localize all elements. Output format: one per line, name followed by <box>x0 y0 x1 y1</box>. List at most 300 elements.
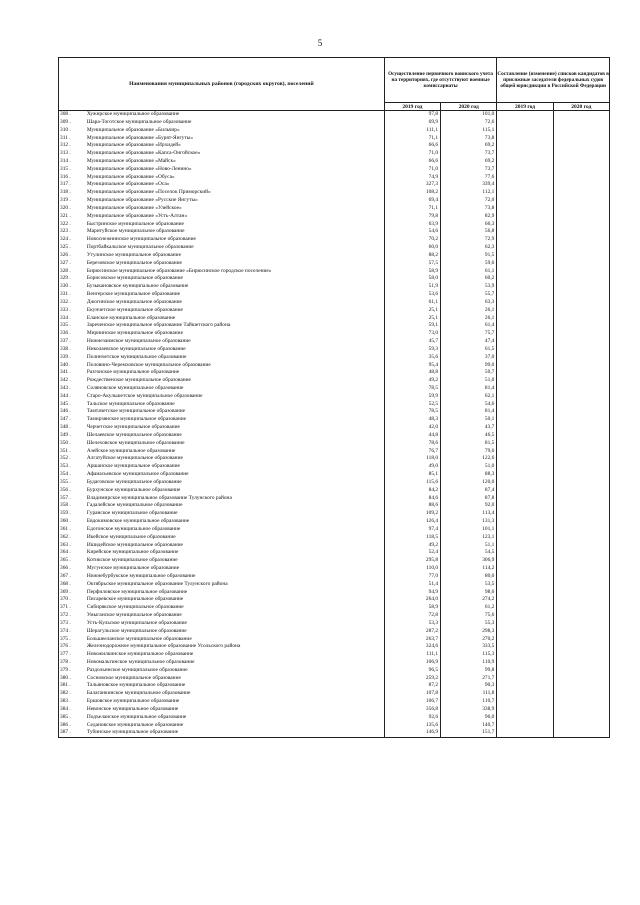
table-row <box>59 377 610 385</box>
row-name: Седановское муниципальное образование <box>85 722 384 730</box>
value-2020: 69,2 <box>441 142 497 150</box>
value-2020: 59,6 <box>441 260 497 268</box>
jurors-2019 <box>497 495 553 503</box>
jurors-2019 <box>497 291 553 299</box>
row-name: Николаевское муниципальное образование <box>85 346 384 354</box>
row-number: 348 . <box>59 424 85 432</box>
jurors-2020 <box>553 502 609 510</box>
value-2020: 270,2 <box>441 635 497 643</box>
table-row <box>59 448 610 456</box>
value-2020: 274,2 <box>441 596 497 604</box>
table-row <box>59 330 610 338</box>
jurors-2019 <box>497 346 553 354</box>
table-row <box>59 635 610 643</box>
jurors-2019 <box>497 228 553 236</box>
row-number: 342 . <box>59 377 85 385</box>
row-name: Бузыкановское муниципальное образование <box>85 283 384 291</box>
row-number: 369 . <box>59 589 85 597</box>
value-2020: 115,3 <box>441 651 497 659</box>
value-2019: 49,2 <box>384 377 440 385</box>
value-2020: 63,3 <box>441 299 497 307</box>
jurors-2020 <box>553 315 609 323</box>
jurors-2020 <box>553 213 609 221</box>
row-number: 368 . <box>59 581 85 589</box>
row-name: Ишидейское муниципальное образование <box>85 542 384 550</box>
row-number: 384 . <box>59 706 85 714</box>
jurors-2020 <box>553 346 609 354</box>
value-2020: 61,1 <box>441 268 497 276</box>
jurors-2019 <box>497 315 553 323</box>
row-number: 374 . <box>59 628 85 636</box>
jurors-2019 <box>497 487 553 495</box>
jurors-2020 <box>553 589 609 597</box>
jurors-2019 <box>497 706 553 714</box>
value-2019: 61,1 <box>384 299 440 307</box>
jurors-2019 <box>497 432 553 440</box>
value-2019: 53,3 <box>384 620 440 628</box>
jurors-2020 <box>553 518 609 526</box>
value-2020: 77,6 <box>441 174 497 182</box>
row-name: Половино-Черемховское муниципальное образование <box>85 362 384 370</box>
table-row <box>59 722 610 730</box>
value-2019: 259,2 <box>384 675 440 683</box>
value-2019: 71,1 <box>384 205 440 213</box>
row-number: 378 . <box>59 659 85 667</box>
jurors-2019 <box>497 510 553 518</box>
jurors-2020 <box>553 714 609 722</box>
row-name: Венгерское муниципальное образование <box>85 291 384 299</box>
jurors-2020 <box>553 612 609 620</box>
value-2019: 52,4 <box>384 549 440 557</box>
row-number: 387 . <box>59 729 85 737</box>
row-name: Железнодорожное муниципальное образование Усольского района <box>85 643 384 651</box>
value-2020: 339,4 <box>441 181 497 189</box>
value-2020: 50,1 <box>441 416 497 424</box>
column-header-2020-jurors: 2020 год <box>553 103 609 111</box>
value-2019: 48,3 <box>384 416 440 424</box>
jurors-2020 <box>553 729 609 737</box>
value-2020: 73,8 <box>441 205 497 213</box>
table-row <box>59 479 610 487</box>
jurors-2020 <box>553 283 609 291</box>
jurors-2019 <box>497 690 553 698</box>
row-name: Перфиловское муниципальное образование <box>85 589 384 597</box>
jurors-2020 <box>553 322 609 330</box>
row-name: Кирейское муниципальное образование <box>85 549 384 557</box>
row-number: 349 . <box>59 432 85 440</box>
table-row <box>59 589 610 597</box>
jurors-2020 <box>553 659 609 667</box>
jurors-2019 <box>497 197 553 205</box>
value-2019: 71,0 <box>384 166 440 174</box>
jurors-2019 <box>497 244 553 252</box>
row-name: Муниципальное образование «Бурят-Янгуты» <box>85 134 384 142</box>
table-row <box>59 322 610 330</box>
row-name: Шелеховское муниципальное образование <box>85 440 384 448</box>
jurors-2019 <box>497 362 553 370</box>
table-row <box>59 189 610 197</box>
value-2020: 50,7 <box>441 369 497 377</box>
value-2020: 61,4 <box>441 322 497 330</box>
row-number: 363 . <box>59 542 85 550</box>
jurors-2019 <box>497 307 553 315</box>
row-name: Старо-Акульшетское муниципальное образование <box>85 393 384 401</box>
jurors-2019 <box>497 142 553 150</box>
row-number: 350 . <box>59 440 85 448</box>
jurors-2020 <box>553 557 609 565</box>
jurors-2019 <box>497 455 553 463</box>
jurors-2019 <box>497 675 553 683</box>
value-2020: 123,1 <box>441 534 497 542</box>
value-2019: 88,2 <box>384 252 440 260</box>
row-number: 319 . <box>59 197 85 205</box>
row-number: 321 . <box>59 213 85 221</box>
jurors-2019 <box>497 119 553 127</box>
jurors-2020 <box>553 549 609 557</box>
jurors-2020 <box>553 158 609 166</box>
table-row <box>59 604 610 612</box>
value-2019: 25,1 <box>384 315 440 323</box>
row-name: Сибирякское муниципальное образование <box>85 604 384 612</box>
value-2020: 88,3 <box>441 471 497 479</box>
row-name: Борисовское муниципальное образование <box>85 275 384 283</box>
jurors-2020 <box>553 369 609 377</box>
row-name: Бирюсинское муниципальное образование «Бирюсинское городское поселение» <box>85 268 384 276</box>
row-name: Рождественское муниципальное образование <box>85 377 384 385</box>
value-2019: 76,7 <box>384 448 440 456</box>
row-number: 314 . <box>59 158 85 166</box>
jurors-2019 <box>497 581 553 589</box>
jurors-2020 <box>553 573 609 581</box>
value-2019: 106,7 <box>384 698 440 706</box>
value-2019: 66,6 <box>384 142 440 150</box>
value-2020: 82,9 <box>441 213 497 221</box>
jurors-2019 <box>497 534 553 542</box>
jurors-2020 <box>553 111 609 119</box>
jurors-2019 <box>497 643 553 651</box>
jurors-2019 <box>497 369 553 377</box>
jurors-2019 <box>497 111 553 119</box>
jurors-2020 <box>553 463 609 471</box>
row-name: Писаревское муниципальное образование <box>85 596 384 604</box>
value-2019: 115,6 <box>384 479 440 487</box>
value-2020: 87,4 <box>441 487 497 495</box>
value-2020: 62,1 <box>441 393 497 401</box>
value-2020: 62,3 <box>441 244 497 252</box>
value-2020: 122,6 <box>441 455 497 463</box>
table-row <box>59 111 610 119</box>
row-number: 327 . <box>59 260 85 268</box>
value-2019: 92,6 <box>384 714 440 722</box>
jurors-2020 <box>553 330 609 338</box>
row-number: 337 . <box>59 338 85 346</box>
value-2020: 47,4 <box>441 338 497 346</box>
table-row <box>59 620 610 628</box>
table-row <box>59 455 610 463</box>
row-number: 338 . <box>59 346 85 354</box>
row-number: 359 . <box>59 510 85 518</box>
value-2020: 51,0 <box>441 377 497 385</box>
table-row <box>59 628 610 636</box>
jurors-2019 <box>497 158 553 166</box>
table-row <box>59 158 610 166</box>
value-2019: 77,0 <box>384 573 440 581</box>
jurors-2019 <box>497 424 553 432</box>
value-2019: 287,2 <box>384 628 440 636</box>
row-name: Муниципальное образование «Оса» <box>85 181 384 189</box>
column-header-2019: 2019 год <box>384 103 440 111</box>
row-name: Новомальтинское муниципальное образование <box>85 659 384 667</box>
value-2019: 110,0 <box>384 565 440 573</box>
jurors-2019 <box>497 714 553 722</box>
value-2019: 356,8 <box>384 706 440 714</box>
jurors-2020 <box>553 487 609 495</box>
value-2019: 49,0 <box>384 463 440 471</box>
jurors-2019 <box>497 260 553 268</box>
value-2019: 53,6 <box>384 291 440 299</box>
value-2020: 92,0 <box>441 502 497 510</box>
jurors-2020 <box>553 416 609 424</box>
row-name: Будаговское муниципальное образование <box>85 479 384 487</box>
table-row <box>59 291 610 299</box>
value-2019: 95,4 <box>384 362 440 370</box>
jurors-2020 <box>553 510 609 518</box>
jurors-2020 <box>553 401 609 409</box>
value-2019: 97,8 <box>384 111 440 119</box>
jurors-2019 <box>497 221 553 229</box>
row-name: Раздольинское муниципальное образование <box>85 667 384 675</box>
row-name: Муниципальное образование «Поселок Приморский» <box>85 189 384 197</box>
table-row <box>59 307 610 315</box>
table-row <box>59 150 610 158</box>
row-number: 318 . <box>59 189 85 197</box>
value-2020: 96,0 <box>441 714 497 722</box>
table-row <box>59 181 610 189</box>
value-2019: 94,9 <box>384 589 440 597</box>
row-name: Черчетское муниципальное образование <box>85 424 384 432</box>
value-2020: 333,5 <box>441 643 497 651</box>
jurors-2019 <box>497 213 553 221</box>
row-number: 322 . <box>59 221 85 229</box>
value-2019: 42,0 <box>384 424 440 432</box>
jurors-2020 <box>553 534 609 542</box>
jurors-2020 <box>553 479 609 487</box>
row-number: 375 . <box>59 635 85 643</box>
table-row <box>59 127 610 135</box>
row-number: 386 . <box>59 722 85 730</box>
table-row <box>59 416 610 424</box>
value-2020: 81,4 <box>441 408 497 416</box>
row-name: Аршанское муниципальное образование <box>85 463 384 471</box>
jurors-2019 <box>497 236 553 244</box>
row-number: 339 . <box>59 354 85 362</box>
jurors-2020 <box>553 260 609 268</box>
row-name: Азейское муниципальное образование <box>85 448 384 456</box>
value-2019: 58,9 <box>384 268 440 276</box>
value-2020: 66,3 <box>441 221 497 229</box>
value-2020: 73,8 <box>441 134 497 142</box>
row-number: 347 . <box>59 416 85 424</box>
row-name: Хужирское муниципальное образование <box>85 111 384 119</box>
jurors-2020 <box>553 495 609 503</box>
jurors-2019 <box>497 189 553 197</box>
table-row <box>59 393 610 401</box>
row-name: Владимирское муниципальное образование Тулунского района <box>85 495 384 503</box>
table-row <box>59 667 610 675</box>
table-row <box>59 119 610 127</box>
table-row <box>59 440 610 448</box>
value-2020: 338,9 <box>441 706 497 714</box>
value-2019: 135,6 <box>384 722 440 730</box>
jurors-2019 <box>497 440 553 448</box>
jurors-2019 <box>497 408 553 416</box>
row-number: 336 . <box>59 330 85 338</box>
row-name: Зареченское муниципальное образование Тайшетского района <box>85 322 384 330</box>
jurors-2019 <box>497 330 553 338</box>
jurors-2020 <box>553 667 609 675</box>
value-2020: 112,1 <box>441 189 497 197</box>
jurors-2019 <box>497 565 553 573</box>
table-row <box>59 643 610 651</box>
value-2020: 298,3 <box>441 628 497 636</box>
column-header-military-registration: Осуществление первичного воинского учета на территориях, где отсутствуют военные комиссариаты <box>384 58 497 103</box>
jurors-2019 <box>497 354 553 362</box>
value-2020: 37,0 <box>441 354 497 362</box>
row-number: 312 . <box>59 142 85 150</box>
row-number: 331 . <box>59 291 85 299</box>
table-row <box>59 471 610 479</box>
value-2020: 75,6 <box>441 612 497 620</box>
jurors-2020 <box>553 565 609 573</box>
jurors-2020 <box>553 675 609 683</box>
jurors-2019 <box>497 628 553 636</box>
jurors-2020 <box>553 174 609 182</box>
value-2019: 63,9 <box>384 221 440 229</box>
row-name: Муниципальное образование «Ново-Ленино» <box>85 166 384 174</box>
table-row <box>59 205 610 213</box>
row-name: Маритуйское муниципальное образование <box>85 228 384 236</box>
table-row <box>59 197 610 205</box>
value-2020: 90,3 <box>441 682 497 690</box>
jurors-2019 <box>497 612 553 620</box>
value-2019: 71,1 <box>384 134 440 142</box>
row-number: 316 . <box>59 174 85 182</box>
value-2020: 73,7 <box>441 166 497 174</box>
row-name: Мирнинское муниципальное образование <box>85 330 384 338</box>
row-number: 356 . <box>59 487 85 495</box>
jurors-2019 <box>497 698 553 706</box>
jurors-2019 <box>497 722 553 730</box>
value-2019: 78,5 <box>384 408 440 416</box>
row-name: Тамтачетское муниципальное образование <box>85 408 384 416</box>
jurors-2019 <box>497 322 553 330</box>
value-2019: 109,2 <box>384 510 440 518</box>
value-2020: 75,7 <box>441 330 497 338</box>
row-number: 366 . <box>59 565 85 573</box>
jurors-2019 <box>497 150 553 158</box>
row-number: 346 . <box>59 408 85 416</box>
value-2019: 118,0 <box>384 455 440 463</box>
row-number: 362 . <box>59 534 85 542</box>
value-2019: 88,6 <box>384 502 440 510</box>
row-name: Еланское муниципальное образование <box>85 315 384 323</box>
table-row <box>59 275 610 283</box>
jurors-2019 <box>497 502 553 510</box>
table-row <box>59 252 610 260</box>
value-2019: 324,6 <box>384 643 440 651</box>
row-number: 344 . <box>59 393 85 401</box>
value-2020: 111,8 <box>441 690 497 698</box>
table-row <box>59 424 610 432</box>
table-row <box>59 354 610 362</box>
row-name: Портбайкальское муниципальное образование <box>85 244 384 252</box>
row-name: Муниципальное образование «Русские Янгуты» <box>85 197 384 205</box>
row-number: 385 . <box>59 714 85 722</box>
jurors-2019 <box>497 283 553 291</box>
row-number: 333 . <box>59 307 85 315</box>
table-row <box>59 166 610 174</box>
jurors-2020 <box>553 221 609 229</box>
value-2020: 46,5 <box>441 432 497 440</box>
row-name: Октябрьское муниципальное образование Тулунского района <box>85 581 384 589</box>
jurors-2020 <box>553 166 609 174</box>
value-2020: 98,6 <box>441 589 497 597</box>
row-name: Усть-Кульское муниципальное образование <box>85 620 384 628</box>
row-number: 358 . <box>59 502 85 510</box>
table-row <box>59 565 610 573</box>
jurors-2019 <box>497 393 553 401</box>
row-name: Нижнебурбукское муниципальное образование <box>85 573 384 581</box>
value-2019: 327,3 <box>384 181 440 189</box>
row-name: Утулинское муниципальное образование <box>85 252 384 260</box>
value-2020: 54,5 <box>441 549 497 557</box>
table-row <box>59 346 610 354</box>
jurors-2019 <box>497 479 553 487</box>
row-name: Новоснежнинское муниципальное образование <box>85 236 384 244</box>
row-number: 311 . <box>59 134 85 142</box>
value-2019: 78,5 <box>384 385 440 393</box>
value-2020: 306,9 <box>441 557 497 565</box>
jurors-2019 <box>497 401 553 409</box>
table-row <box>59 573 610 581</box>
row-number: 329 . <box>59 275 85 283</box>
row-name: Шерагульское муниципальное образование <box>85 628 384 636</box>
value-2020: 120,0 <box>441 479 497 487</box>
table-row <box>59 401 610 409</box>
row-number: 370 . <box>59 596 85 604</box>
jurors-2020 <box>553 181 609 189</box>
jurors-2019 <box>497 174 553 182</box>
value-2020: 151,7 <box>441 729 497 737</box>
table-row <box>59 221 610 229</box>
table-body <box>59 111 610 738</box>
row-name: Березовское муниципальное образование <box>85 260 384 268</box>
jurors-2020 <box>553 189 609 197</box>
jurors-2020 <box>553 651 609 659</box>
row-name: Котикское муниципальное образование <box>85 557 384 565</box>
jurors-2020 <box>553 393 609 401</box>
value-2019: 70,2 <box>384 236 440 244</box>
row-number: 320 . <box>59 205 85 213</box>
value-2020: 131,3 <box>441 518 497 526</box>
row-name: Муниципальное образование «Майск» <box>85 158 384 166</box>
value-2019: 264,0 <box>384 596 440 604</box>
jurors-2019 <box>497 667 553 675</box>
jurors-2020 <box>553 620 609 628</box>
table-row <box>59 283 610 291</box>
row-number: 380 . <box>59 675 85 683</box>
value-2019: 69,4 <box>384 197 440 205</box>
